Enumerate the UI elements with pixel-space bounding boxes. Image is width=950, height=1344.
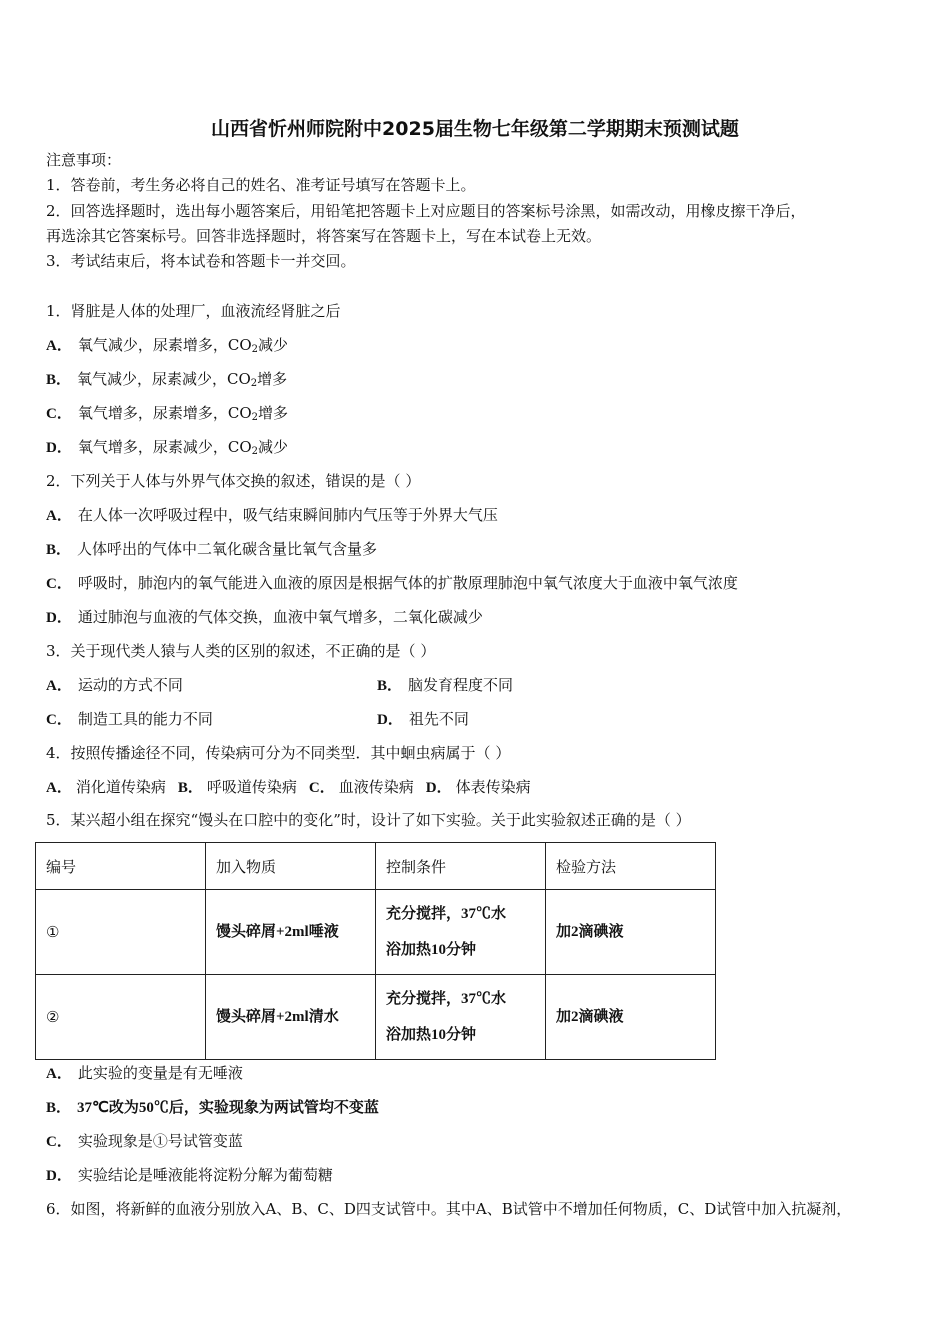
notice-item: 2．回答选择题时，选出每小题答案后，用铅笔把答题卡上对应题目的答案标号涂黑，如需改动，用橡皮擦干净后，	[46, 202, 806, 220]
table-cell-id: ②	[36, 975, 206, 1060]
q4-options: A． 消化道传染病 B． 呼吸道传染病 C． 血液传染病 D． 体表传染病	[46, 778, 531, 796]
q2-option-a: A． 在人体一次呼吸过程中，吸气结束瞬间肺内气压等于外界大气压	[46, 506, 498, 524]
q5-option-d: D． 实验结论是唾液能将淀粉分解为葡萄糖	[46, 1166, 333, 1184]
q5-option-b: B． 37℃改为50℃后，实验现象为两试管均不变蓝	[46, 1100, 379, 1116]
q5-option-a: A． 此实验的变量是有无唾液	[46, 1064, 243, 1082]
q5-option-c: C． 实验现象是①号试管变蓝	[46, 1132, 243, 1150]
experiment-table	[35, 842, 716, 1060]
table-header: 控制条件	[376, 843, 546, 890]
q1-option-d: D． 氧气增多，尿素减少，$CO_2$减少	[46, 438, 289, 457]
q3-option-c: C． 制造工具的能力不同	[46, 710, 213, 728]
q2-option-b: B． 人体呼出的气体中二氧化碳含量比氧气含量多	[46, 540, 378, 558]
q2-option-d: D． 通过肺泡与血液的气体交换，血液中氧气增多，二氧化碳减少	[46, 608, 483, 626]
question-6-stem: 6．如图，将新鲜的血液分别放入A、B、C、D四支试管中。其中A、B试管中不增加任何物质，C、D试管中加入抗凝剂，	[46, 1200, 852, 1218]
question-4-stem: 4．按照传播途径不同，传染病可分为不同类型．其中蛔虫病属于（ ）	[46, 744, 511, 762]
question-2-stem: 2．下列关于人体与外界气体交换的叙述，错误的是（ ）	[46, 472, 421, 490]
q3-option-b: B． 脑发育程度不同	[377, 676, 514, 694]
table-cell-condition: 充分搅拌，37℃水 浴加热10分钟	[376, 890, 546, 975]
question-1-stem: 1．肾脏是人体的处理厂，血液流经肾脏之后	[46, 302, 341, 320]
table-header: 编号	[36, 843, 206, 890]
question-3-stem: 3．关于现代类人猿与人类的区别的叙述，不正确的是（ ）	[46, 642, 436, 660]
page-title: 山西省忻州师院附中2025届生物七年级第二学期期末预测试题	[211, 118, 739, 140]
q1-option-c: C． 氧气增多，尿素增多，$CO_2$增多	[46, 404, 289, 423]
table-header-row	[36, 843, 716, 890]
table-cell-id: ①	[36, 890, 206, 975]
notice-item: 再选涂其它答案标号。回答非选择题时，将答案写在答题卡上，写在本试卷上无效。	[46, 227, 602, 245]
q1-option-b: B． 氧气减少，尿素减少，$CO_2$增多	[46, 370, 288, 389]
table-header: 检验方法	[546, 843, 716, 890]
notice-heading: 注意事项：	[46, 151, 122, 169]
question-5-stem: 5．某兴超小组在探究“馒头在口腔中的变化”时，设计了如下实验。关于此实验叙述正确的是（ ）	[46, 811, 691, 829]
q3-option-a: A． 运动的方式不同	[46, 676, 183, 694]
q3-option-d: D． 祖先不同	[377, 710, 469, 728]
table-cell-substance: 馒头碎屑+2ml清水	[206, 975, 376, 1060]
table-row	[36, 975, 716, 1060]
notice-item: 3．考试结束后，将本试卷和答题卡一并交回。	[46, 252, 356, 270]
table-cell-condition: 充分搅拌，37℃水 浴加热10分钟	[376, 975, 546, 1060]
q2-option-c: C． 呼吸时，肺泡内的氧气能进入血液的原因是根据气体的扩散原理肺泡中氧气浓度大于血液中氧气浓度	[46, 574, 738, 592]
q1-option-a: A． 氧气减少，尿素增多，$CO_2$减少	[46, 336, 289, 355]
table-header: 加入物质	[206, 843, 376, 890]
notice-item: 1．答卷前，考生务必将自己的姓名、准考证号填写在答题卡上。	[46, 176, 476, 194]
table-cell-method: 加2滴碘液	[546, 975, 716, 1060]
table-cell-substance: 馒头碎屑+2ml唾液	[206, 890, 376, 975]
table-row	[36, 890, 716, 975]
table-cell-method: 加2滴碘液	[546, 890, 716, 975]
